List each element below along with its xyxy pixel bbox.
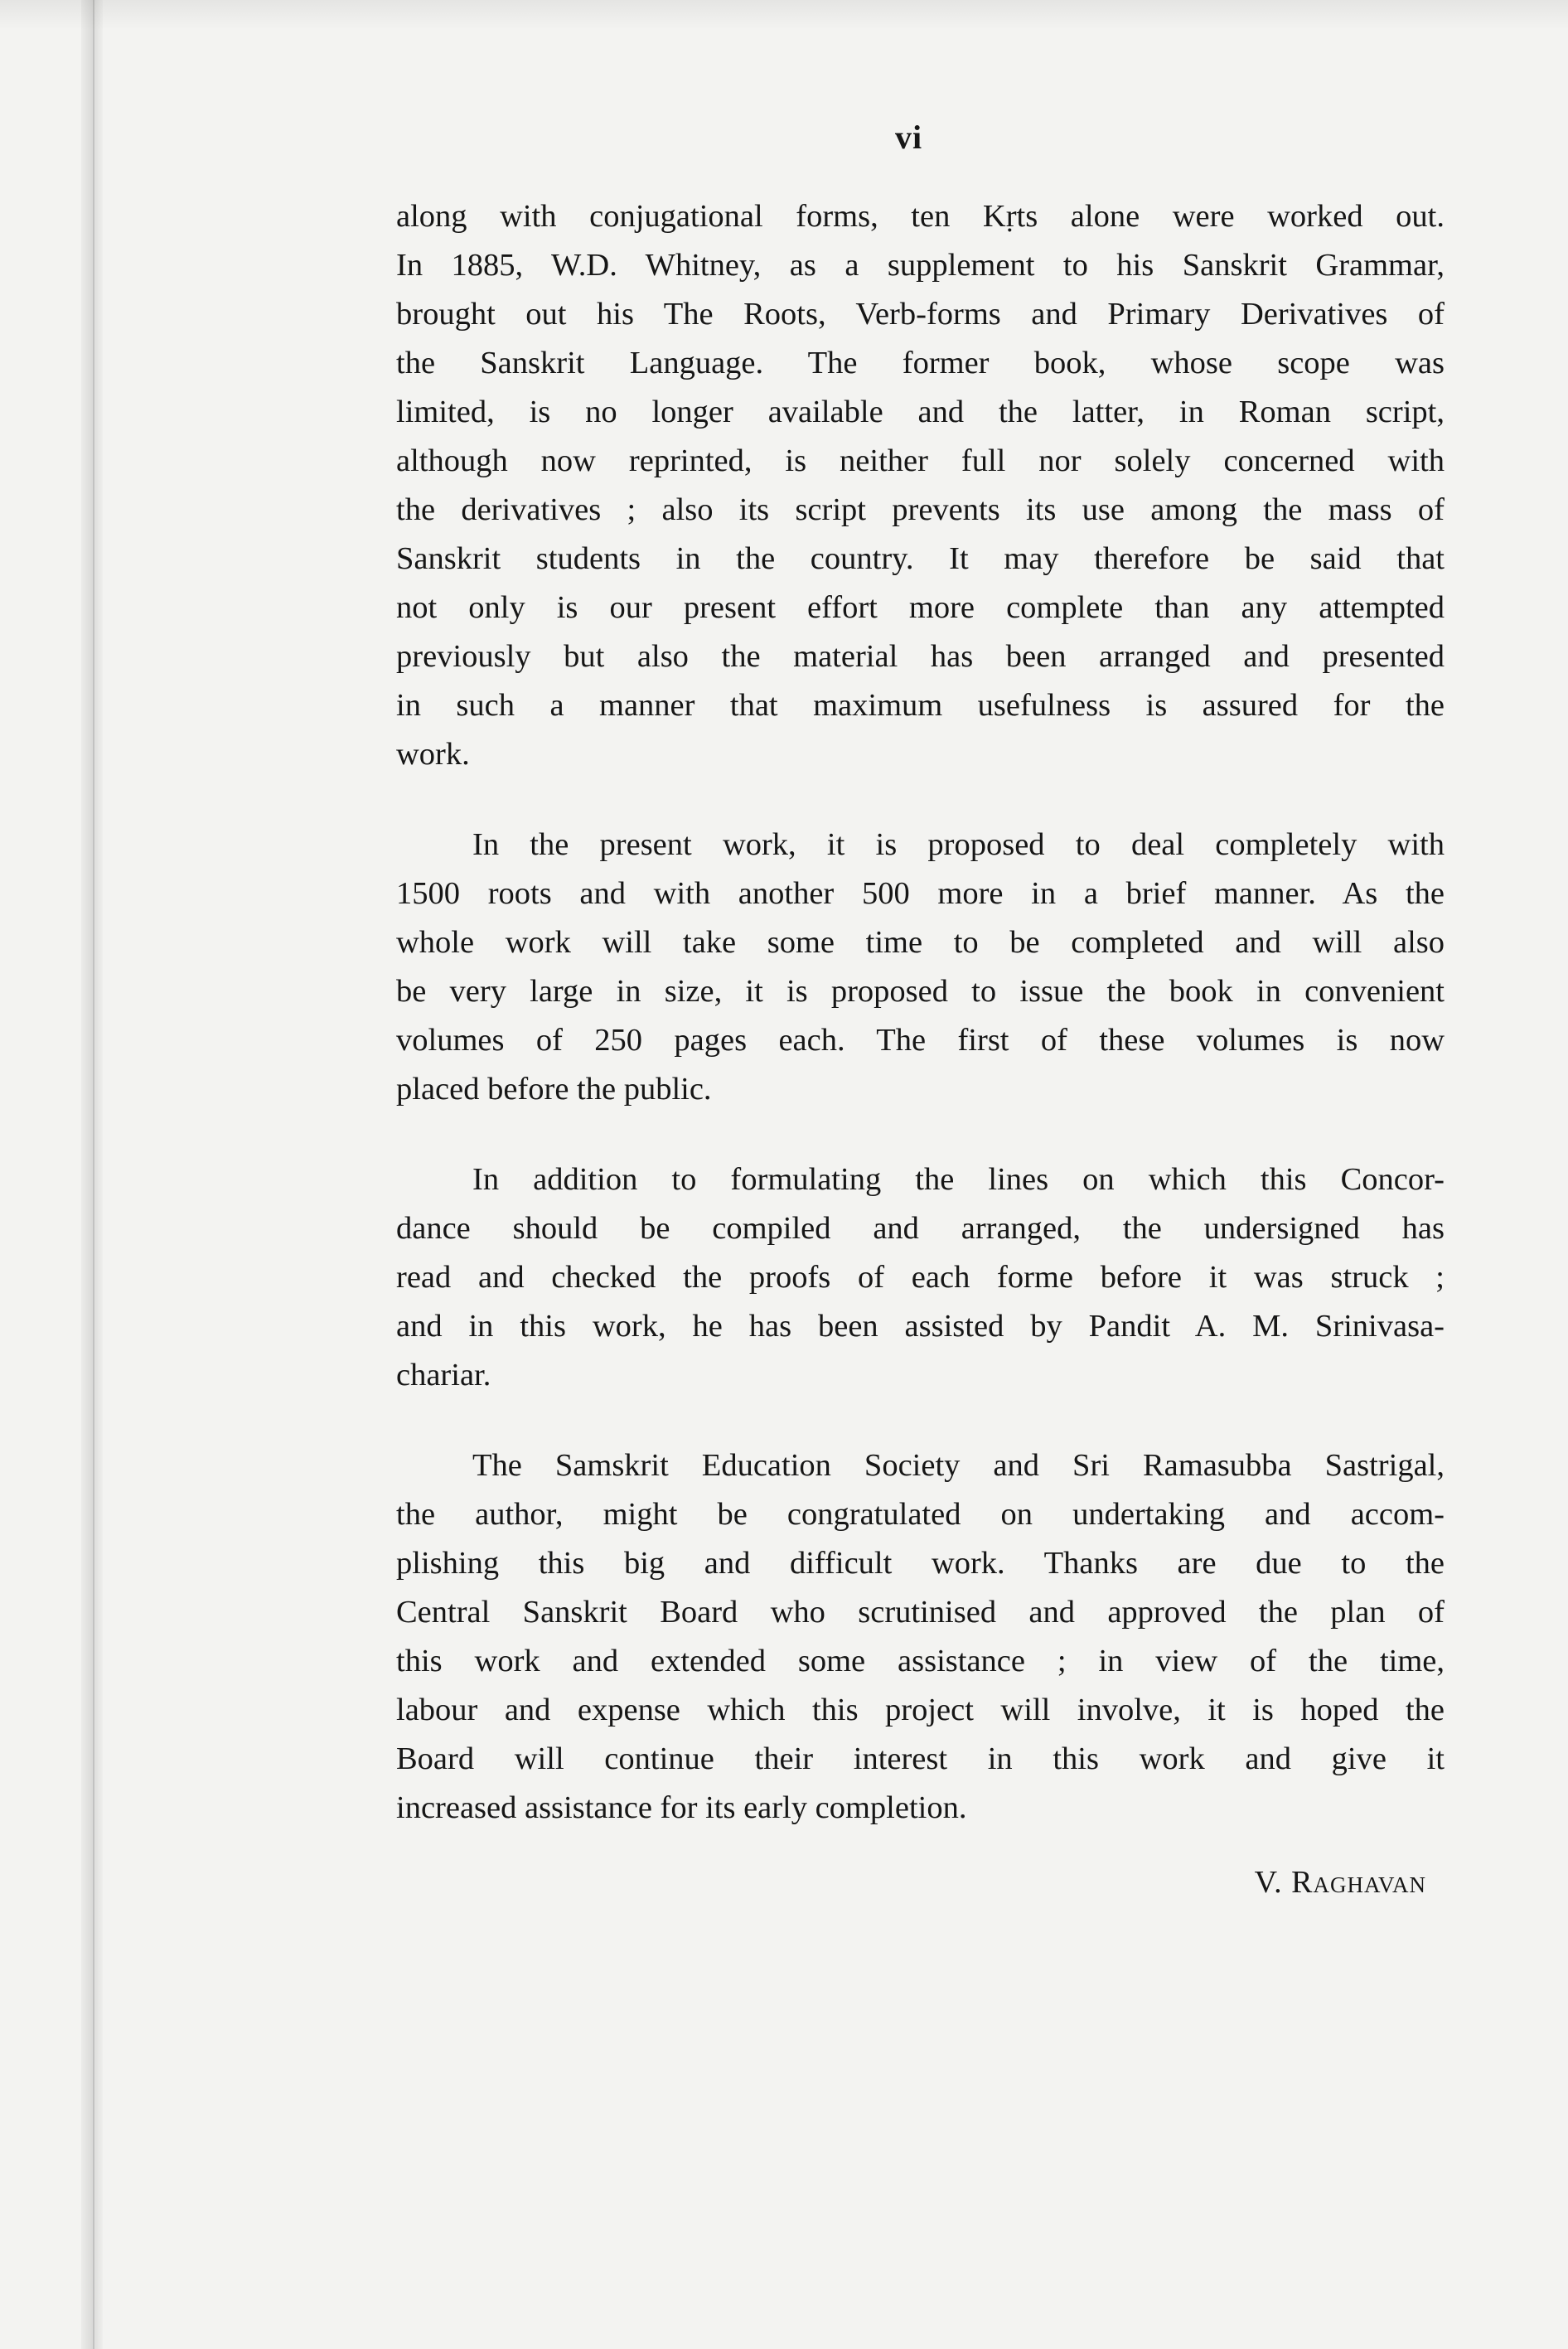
text-line: previously but also the material has been arranged and presented [396,639,1445,674]
text-line: labour and expense which this project will involve, it is hoped the [396,1693,1445,1727]
paragraph-gap [396,779,1445,821]
text-line: chariar. [396,1358,491,1392]
paragraph-3 [396,1155,1445,1400]
text-line: Board will continue their interest in this work and give it [396,1741,1445,1776]
text-line: In addition to formulating the lines on which this Concor- [472,1162,1445,1197]
text-line: limited, is no longer available and the latter, in Roman script, [396,395,1445,429]
text-line: this work and extended some assistance ; in view of the time, [396,1644,1445,1678]
text-line: the derivatives ; also its script prevents its use among the mass of [396,492,1445,527]
signature: V. Raghavan [1254,1865,1426,1900]
text-line: the author, might be congratulated on undertaking and accom- [396,1497,1445,1532]
text-line: although now reprinted, is neither full nor solely concerned with [396,443,1445,478]
text-line: placed before the public. [396,1072,712,1107]
body-text [396,192,1445,1901]
paragraph-gap [396,1114,1445,1155]
page-number: vi [895,119,923,156]
text-line: volumes of 250 pages each. The first of these volumes is now [396,1023,1445,1058]
text-line: Sanskrit students in the country. It may therefore be said that [396,541,1445,576]
text-line: be very large in size, it is proposed to issue the book in convenient [396,974,1445,1009]
text-line: in such a manner that maximum usefulness is assured for the [396,688,1445,723]
text-line: work. [396,737,470,772]
binding-shadow [81,0,103,2349]
text-line: Central Sanskrit Board who scrutinised and approved the plan of [396,1595,1445,1630]
text-line: read and checked the proofs of each forme before it was struck ; [396,1260,1445,1295]
paragraph-2 [396,821,1445,1114]
text-line: brought out his The Roots, Verb-forms and Primary Derivatives of [396,297,1445,332]
binding-line [93,0,94,2349]
text-line: 1500 roots and with another 500 more in a brief manner. As the [396,876,1445,911]
text-line: In the present work, it is proposed to deal completely with [472,827,1445,862]
text-line: plishing this big and difficult work. Thanks are due to the [396,1546,1445,1581]
text-line: not only is our present effort more complete than any attempted [396,590,1445,625]
text-line: increased assistance for its early completion. [396,1790,967,1825]
text-line: In 1885, W.D. Whitney, as a supplement to his Sanskrit Grammar, [396,248,1445,283]
text-line: and in this work, he has been assisted by Pandit A. M. Srinivasa- [396,1309,1445,1344]
paragraph-4 [396,1441,1445,1833]
paragraph-gap [396,1400,1445,1441]
page-top-shadow [0,0,1568,30]
text-line: along with conjugational forms, ten Kṛts alone were worked out. [396,199,1445,234]
text-line: whole work will take some time to be completed and will also [396,925,1445,960]
text-line: the Sanskrit Language. The former book, whose scope was [396,346,1445,380]
text-line: dance should be compiled and arranged, the undersigned has [396,1211,1445,1246]
paragraph-1 [396,192,1445,779]
text-line: The Samskrit Education Society and Sri Ramasubba Sastrigal, [472,1448,1445,1483]
